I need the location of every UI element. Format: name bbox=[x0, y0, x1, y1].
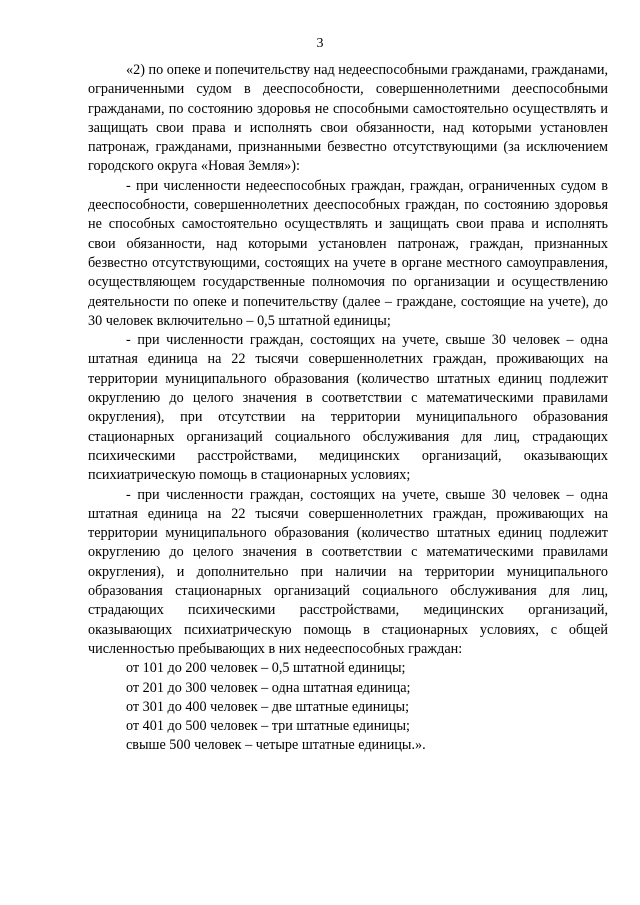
list-item: от 201 до 300 человек – одна штатная единица; bbox=[126, 679, 411, 696]
document-body bbox=[88, 61, 608, 756]
list-item: от 101 до 200 человек – 0,5 штатной единицы; bbox=[126, 660, 406, 677]
list-item: свыше 500 человек – четыре штатные единицы.». bbox=[126, 737, 426, 754]
paragraph-over-30-with-organizations: - при численности граждан, состоящих на учете, свыше 30 человек – одна штатная единица на 22 тысячи совершеннолетних граждан, проживающих на территории муниципального образования (количество штатных единиц подлежит округлению до целого значения в соответствии с математическими правилами округления), и дополнительно при наличии на территории муниципального образования стационарных организаций социального обслуживания для лиц, страдающих психическими расстройствами, медицинских организаций, оказывающих психиатрическую помощь в стационарных условиях, с общей численностью пребывающих в них недееспособных граждан: bbox=[88, 486, 608, 657]
list-item: от 401 до 500 человек – три штатные единицы; bbox=[126, 718, 410, 735]
list-item: от 301 до 400 человек – две штатные единицы; bbox=[126, 698, 410, 715]
paragraph-over-30-without-organizations: - при численности граждан, состоящих на учете, свыше 30 человек – одна штатная единица на 22 тысячи совершеннолетних граждан, проживающих на территории муниципального образования (количество штатных единиц подлежит округлению до целого значения в соответствии с математическими правилами округления), при отсутствии на территории муниципального образования стационарных организаций социального обслуживания для лиц, страдающих психическими расстройствами, медицинских организаций, оказывающих психиатрическую помощь в стационарных условиях; bbox=[88, 332, 608, 484]
staffing-ranges-list bbox=[88, 659, 608, 755]
page-number: 3 bbox=[316, 36, 324, 51]
paragraph-up-to-30: - при численности недееспособных граждан, граждан, ограниченных судом в дееспособности, совершеннолетних дееспособных граждан, по состоянию здоровья не способных самостоятельно осуществлять и защищать свои права и исполнять свои обязанности, над которыми установлен патронаж, граждан, признанных безвестно отсутствующими, состоящих на учете в органе местного самоуправления, осуществляющем государственные полномочия по организации и осуществлению деятельности по опеке и попечительству (далее – граждане, состоящие на учете), до 30 человек включительно – 0,5 штатной единицы; bbox=[88, 177, 608, 329]
paragraph-intro: «2) по опеке и попечительству над недееспособными гражданами, гражданами, ограниченными судом в дееспособности, совершеннолетними дееспособными гражданами, по состоянию здоровья не способными самостоятельно осуществлять и защищать свои права и исполнять свои обязанности, над которыми установлен патронаж, гражданами, признанными безвестно отсутствующими (за исключением городского округа «Новая Земля»): bbox=[88, 62, 608, 175]
